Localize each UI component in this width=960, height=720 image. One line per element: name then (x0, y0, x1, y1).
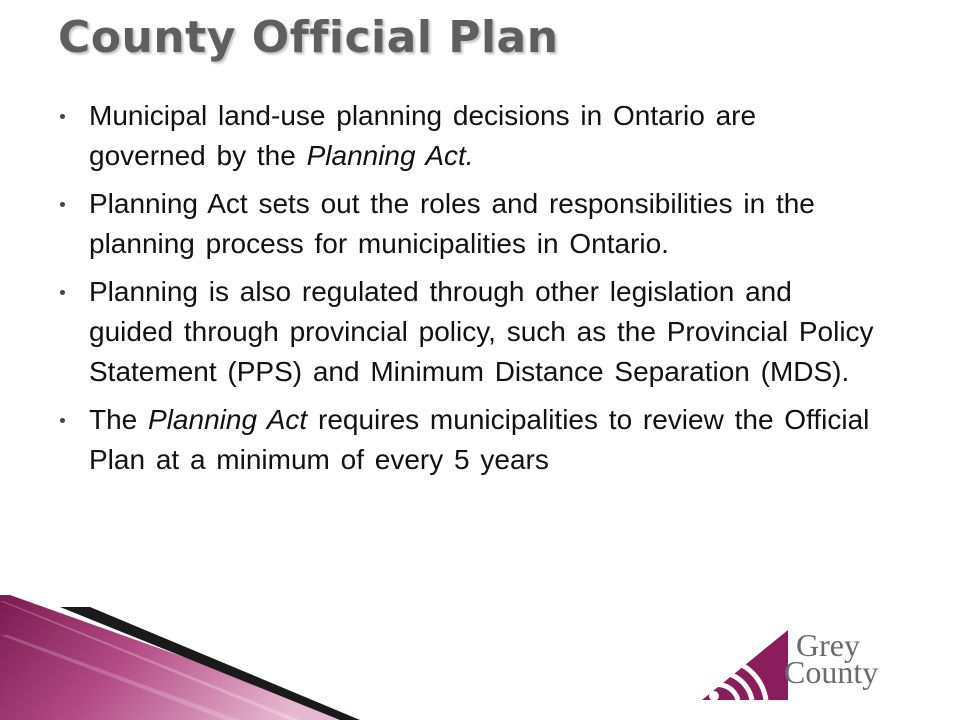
bullet-text: Planning Act (148, 404, 308, 435)
bullet-text: Planning is also regulated through other legislation and guided through provincial policy, such as the Provincial Policy Statement (PPS) and Minimum Distance Separation (MDS). (89, 276, 874, 387)
bullet-dot-icon (60, 202, 65, 207)
logo-text-county: County (784, 654, 879, 690)
corner-swoosh-decoration (0, 595, 360, 720)
bullet-dot-icon (60, 114, 65, 119)
logo-text-grey: Grey (796, 627, 860, 663)
grey-county-arcs-icon (700, 624, 792, 700)
bullet-dot-icon (60, 418, 65, 423)
bullet-dot-icon (60, 290, 65, 295)
slide-title: County Official Plan (58, 12, 559, 63)
bullet-item (60, 400, 880, 480)
bullet-text: Municipal land-use planning decisions in Ontario are governed by the (89, 100, 757, 171)
bullet-text: Planning Act. (306, 140, 474, 171)
bullet-item (60, 184, 880, 264)
bullet-text: The (89, 404, 149, 435)
bullet-list (60, 96, 880, 488)
bullet-item (60, 272, 880, 392)
bullet-text: Planning Act sets out the roles and responsibilities in the planning process for municipalities in Ontario. (89, 188, 815, 259)
bullet-item (60, 96, 880, 176)
grey-county-logo (700, 624, 920, 704)
bullet-text: requires municipalities to review the Official Plan at a minimum of every 5 years (89, 404, 870, 475)
